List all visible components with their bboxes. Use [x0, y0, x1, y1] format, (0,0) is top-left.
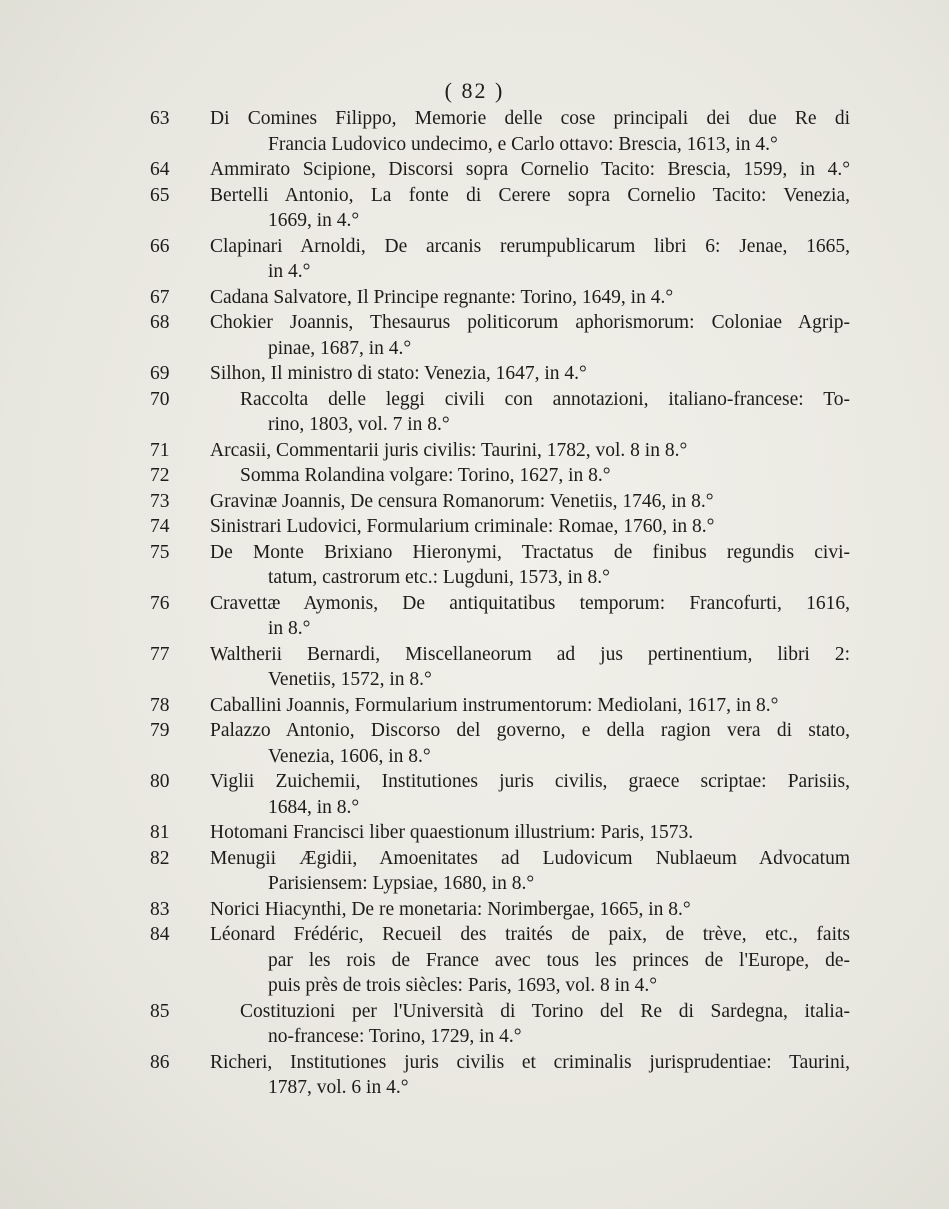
list-item — [150, 540, 850, 591]
entry-number: 74 — [150, 516, 170, 537]
entry-line: Raccolta delle leggi civili con annotazioni, italiano-francese: To- — [240, 388, 850, 410]
list-item — [150, 463, 850, 489]
entry-number: 83 — [150, 898, 170, 920]
entry-number: 72 — [150, 465, 170, 486]
entry-line: Cadana Salvatore, Il Principe regnante: Torino, 1649, in 4.° — [210, 286, 674, 308]
entry-line: Viglii Zuichemii, Institutiones juris civilis, graece scriptae: Parisiis, — [210, 771, 850, 792]
entry-line: Arcasii, Commentarii juris civilis: Taurini, 1782, vol. 8 in 8.° — [210, 439, 688, 461]
entry-line: 1669, in 4.° — [268, 210, 360, 231]
entry-line: Richeri, Institutiones juris civilis et criminalis jurisprudentiae: Taurini, — [210, 1051, 850, 1073]
entry-number: 82 — [150, 847, 170, 869]
entry-number: 86 — [150, 1051, 170, 1073]
entry-number: 70 — [150, 388, 170, 410]
entry-line: Gravinæ Joannis, De censura Romanorum: Venetiis, 1746, in 8.° — [210, 490, 714, 512]
list-item — [150, 438, 850, 464]
entry-line: rino, 1803, vol. 7 in 8.° — [268, 414, 450, 435]
entry-number: 73 — [150, 490, 170, 512]
entry-line: tatum, castrorum etc.: Lugduni, 1573, in 8.° — [268, 567, 610, 588]
entry-number: 67 — [150, 286, 170, 308]
entry-line: Venezia, 1606, in 8.° — [268, 745, 431, 767]
entry-line: Caballini Joannis, Formularium instrumentorum: Mediolani, 1617, in 8.° — [210, 694, 779, 716]
entry-number: 63 — [150, 108, 170, 129]
list-item — [150, 718, 850, 769]
list-item — [150, 514, 850, 540]
list-item — [150, 922, 850, 999]
list-item — [150, 285, 850, 311]
entry-line: puis près de trois siècles: Paris, 1693, vol. 8 in 4.° — [268, 975, 658, 996]
entry-line: Léonard Frédéric, Recueil des traités de paix, de trève, etc., faits — [210, 924, 850, 945]
entry-line: Francia Ludovico undecimo, e Carlo ottavo: Brescia, 1613, in 4.° — [268, 133, 778, 155]
page-number: ( 82 ) — [444, 78, 505, 103]
list-item — [150, 591, 850, 642]
entry-line: Di Comines Filippo, Memorie delle cose principali dei due Re di — [210, 108, 850, 129]
entry-line: in 4.° — [268, 261, 311, 282]
entry-line: par les rois de France avec tous les princes de l'Europe, de- — [268, 949, 850, 971]
list-item — [150, 897, 850, 923]
entry-number: 66 — [150, 235, 170, 257]
list-item — [150, 820, 850, 846]
entry-number: 65 — [150, 184, 170, 206]
entry-line: Costituzioni per l'Università di Torino del Re di Sardegna, italia- — [240, 1000, 850, 1022]
list-item — [150, 361, 850, 387]
entry-line: no-francese: Torino, 1729, in 4.° — [268, 1026, 522, 1047]
entry-number: 76 — [150, 592, 170, 614]
entry-line: Hotomani Francisci liber quaestionum illustrium: Paris, 1573. — [210, 822, 694, 843]
entry-number: 75 — [150, 541, 170, 563]
entry-line: in 8.° — [268, 618, 311, 639]
entry-line: Sinistrari Ludovici, Formularium criminale: Romae, 1760, in 8.° — [210, 516, 715, 537]
list-item — [150, 769, 850, 820]
list-item — [150, 1050, 850, 1101]
entry-line: Cravettæ Aymonis, De antiquitatibus temporum: Francofurti, 1616, — [210, 592, 850, 614]
entry-line: Menugii Ægidii, Amoenitates ad Ludovicum Nublaeum Advocatum — [210, 847, 850, 869]
list-item — [150, 642, 850, 693]
entry-line: Palazzo Antonio, Discorso del governo, e della ragion vera di stato, — [210, 720, 850, 741]
list-item — [150, 387, 850, 438]
entry-line: Waltherii Bernardi, Miscellaneorum ad jus pertinentium, libri 2: — [210, 643, 850, 665]
list-item — [150, 234, 850, 285]
entry-number: 69 — [150, 363, 170, 384]
entry-number: 80 — [150, 771, 170, 792]
entry-line: Clapinari Arnoldi, De arcanis rerumpublicarum libri 6: Jenae, 1665, — [210, 235, 850, 257]
entry-line: pinae, 1687, in 4.° — [268, 337, 412, 359]
entry-line: Norici Hiacynthi, De re monetaria: Norimbergae, 1665, in 8.° — [210, 898, 691, 920]
entry-line: De Monte Brixiano Hieronymi, Tractatus de finibus regundis civi- — [210, 541, 850, 563]
entry-line: Venetiis, 1572, in 8.° — [268, 669, 432, 690]
entry-number: 84 — [150, 924, 170, 945]
entry-number: 71 — [150, 439, 170, 461]
entry-line: Ammirato Scipione, Discorsi sopra Cornelio Tacito: Brescia, 1599, in 4.° — [210, 159, 850, 180]
entry-line: Bertelli Antonio, La fonte di Cerere sopra Cornelio Tacito: Venezia, — [210, 184, 850, 206]
entry-number: 77 — [150, 643, 170, 665]
list-item — [150, 489, 850, 515]
entry-line: Chokier Joannis, Thesaurus politicorum aphorismorum: Coloniae Agrip- — [210, 312, 850, 333]
entry-line: Silhon, Il ministro di stato: Venezia, 1647, in 4.° — [210, 363, 587, 384]
entry-number: 85 — [150, 1000, 170, 1022]
bibliography-list — [150, 106, 850, 1101]
list-item — [150, 693, 850, 719]
entry-number: 79 — [150, 720, 170, 741]
entry-number: 68 — [150, 312, 170, 333]
list-item — [150, 999, 850, 1050]
entry-line: 1684, in 8.° — [268, 796, 360, 818]
entry-number: 78 — [150, 694, 170, 716]
list-item — [150, 310, 850, 361]
list-item — [150, 846, 850, 897]
entry-line: 1787, vol. 6 in 4.° — [268, 1077, 409, 1098]
list-item — [150, 183, 850, 234]
entry-number: 64 — [150, 159, 170, 180]
list-item — [150, 106, 850, 157]
entry-number: 81 — [150, 822, 170, 843]
list-item — [150, 157, 850, 183]
entry-line: Somma Rolandina volgare: Torino, 1627, in 8.° — [240, 465, 611, 486]
entry-line: Parisiensem: Lypsiae, 1680, in 8.° — [268, 873, 535, 894]
